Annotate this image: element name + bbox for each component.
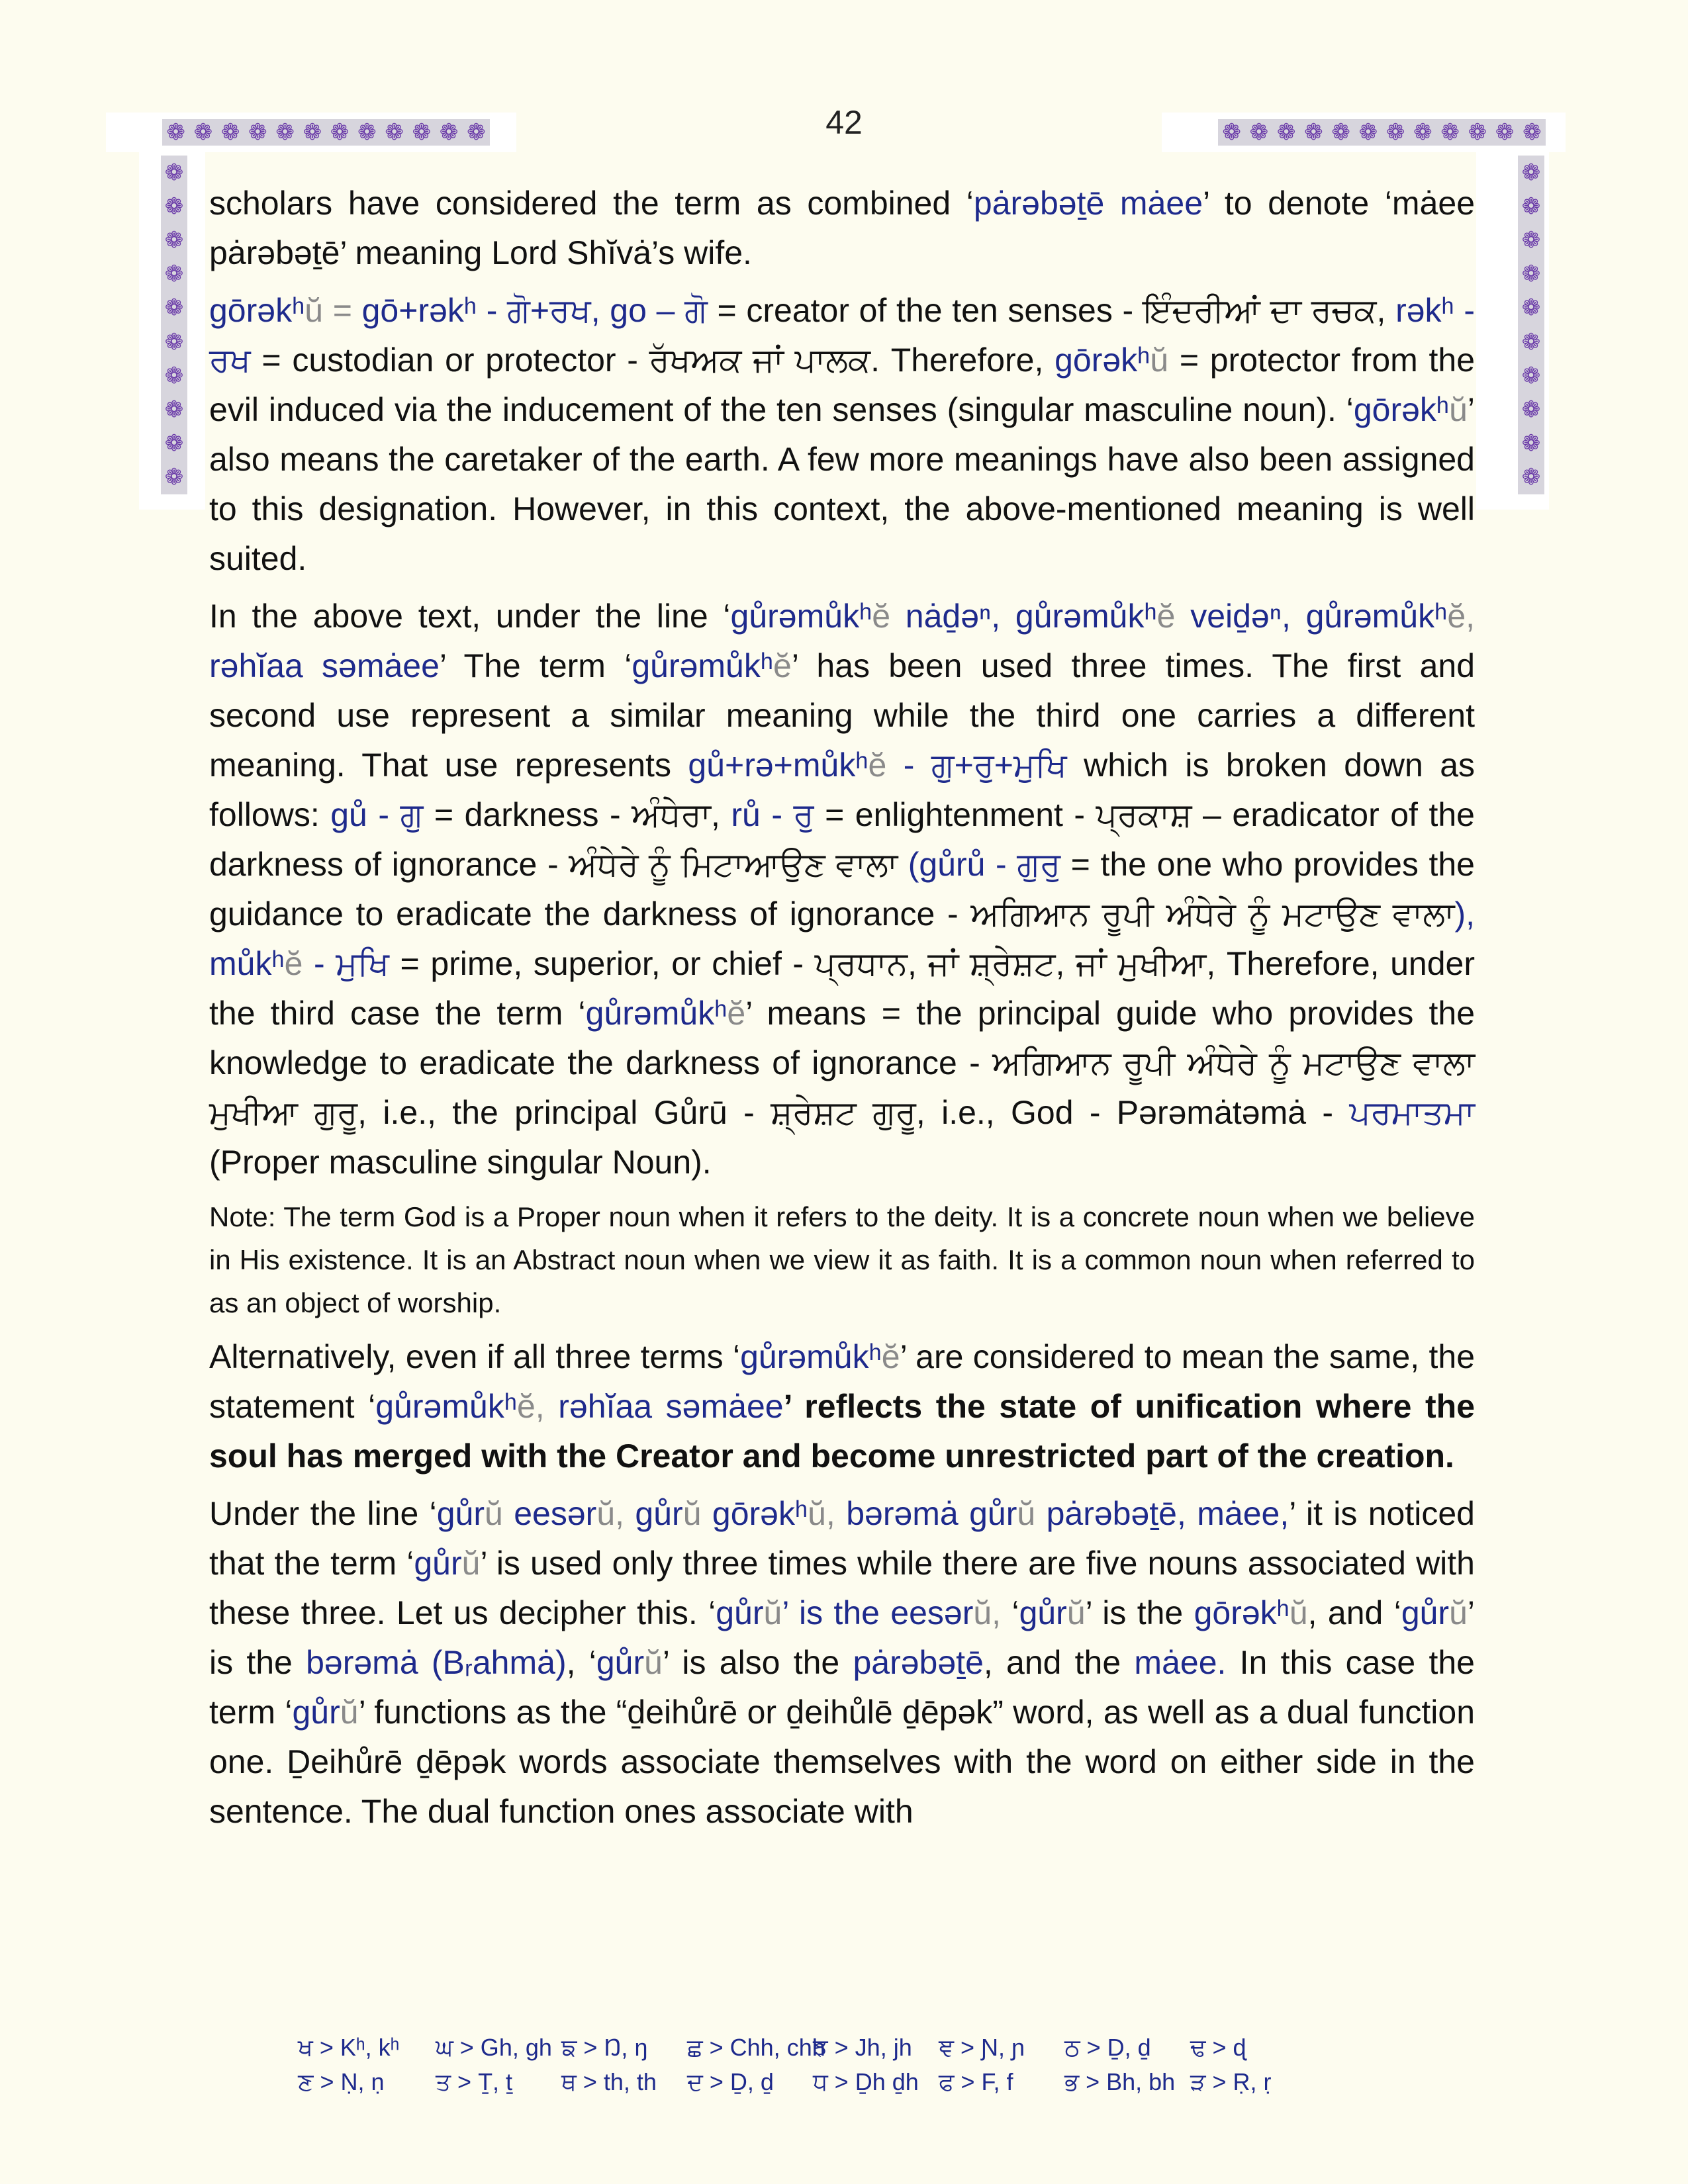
vowel-mark-text: ŭ — [682, 1495, 702, 1532]
flower-ornament-icon: ❁ — [303, 120, 322, 145]
transliteration-text: bərəmȧ (Bᵣahmȧ) — [306, 1644, 567, 1681]
flower-ornament-icon: ❁ — [1358, 120, 1378, 145]
flower-ornament-icon: ❁ — [1521, 396, 1541, 422]
page-number: 42 — [825, 104, 863, 141]
flower-ornament-icon: ❁ — [439, 120, 459, 145]
transliteration-text: rəhĭaa səmȧee — [544, 1388, 784, 1425]
body-text-run: , and the — [983, 1644, 1135, 1681]
paragraph — [209, 1489, 1475, 1837]
transliteration-text: gůr — [624, 1495, 683, 1532]
vowel-mark-text: ŭ — [644, 1644, 663, 1681]
legend-entry: ਝ > Jh, jh — [813, 2034, 912, 2061]
transliteration-text: rů - ਰੁ — [731, 796, 814, 833]
transliteration-text: pȧrəbəṯē — [853, 1644, 984, 1681]
body-text-run: Alternatively, even if all three terms ‘ — [209, 1338, 741, 1375]
ornament-column-left — [161, 156, 187, 494]
legend-entry: ਞ > Ɲ, ɲ — [939, 2034, 1025, 2061]
body-text-run: ’ is also the — [662, 1644, 853, 1681]
transliteration-text: gōrəkʰ — [1055, 341, 1150, 379]
transliteration-text: (gůrů - ਗੁਰੁ — [908, 846, 1061, 883]
body-text-run: = creator of the ten senses - ਇੰਦਰੀਆਂ ਦਾ ਰਚਕ, — [707, 292, 1396, 329]
body-text-run: , and ‘ — [1307, 1594, 1401, 1631]
flower-ornament-icon: ❁ — [164, 431, 184, 457]
paragraphs-before-note — [209, 179, 1475, 1187]
transliteration-text: gůr — [716, 1594, 764, 1631]
flower-ornament-icon: ❁ — [1521, 329, 1541, 355]
transliteration-text: gůrəmůkʰ — [632, 647, 774, 684]
flower-ornament-icon: ❁ — [164, 227, 184, 253]
body-text-run: (Proper masculine singular Noun). — [209, 1144, 712, 1181]
transliteration-text: mȧee. — [1134, 1644, 1227, 1681]
vowel-mark-text: ĕ — [872, 598, 891, 635]
vowel-mark-text: ĕ — [727, 995, 746, 1032]
transliteration-text: gůr — [436, 1495, 485, 1532]
legend-entry: ਭ > Bh, bh — [1064, 2068, 1176, 2095]
transliteration-text: gůrəmůkʰ — [730, 598, 872, 635]
flower-ornament-icon: ❁ — [193, 120, 213, 145]
vowel-mark-text: ĕ, — [516, 1388, 545, 1425]
transliteration-text: bərəmȧ gůr — [835, 1495, 1017, 1532]
legend-entry: ਤ > Ṯ, ṯ — [436, 2068, 513, 2095]
body-text-run: , ‘ — [566, 1644, 596, 1681]
flower-ornament-icon: ❁ — [1523, 120, 1542, 145]
vowel-mark-text: ĕ — [284, 945, 303, 982]
transliteration-text: gůr — [596, 1644, 645, 1681]
flower-ornament-icon: ❁ — [1468, 120, 1487, 145]
vowel-mark-text: ŭ — [1449, 391, 1468, 428]
body-text-run: ’ it is noticed that the term ‘ — [209, 1495, 1475, 1582]
transliteration-text: gů - ਗੁ — [330, 796, 424, 833]
flower-ornament-icon: ❁ — [164, 159, 184, 185]
transliteration-text: gůr — [414, 1545, 462, 1582]
vowel-mark-text: ŭ, — [808, 1495, 835, 1532]
vowel-mark-text: ŭ — [340, 1694, 359, 1731]
flower-ornament-icon: ❁ — [357, 120, 377, 145]
flower-ornament-icon: ❁ — [1521, 193, 1541, 219]
vowel-mark-text: = — [323, 292, 362, 329]
transliteration-text: veiḏəⁿ, gůrəmůkʰ — [1175, 598, 1448, 635]
body-text-run: = custodian or protector - ਰੱਖਅਕ ਜਾਂ ਪਾਲਕ. Therefore, — [250, 341, 1055, 379]
flower-ornament-icon: ❁ — [248, 120, 267, 145]
vowel-mark-text: ŭ — [1017, 1495, 1036, 1532]
flower-ornament-icon: ❁ — [164, 295, 184, 321]
transliteration-text: gůrəmůkʰ — [585, 995, 727, 1032]
body-text-run: ’ has been used three times. The first and second use represent a similar meaning while the third one carries a different meaning. That use represents — [209, 647, 1475, 784]
paragraphs-after-note — [209, 1332, 1475, 1837]
paragraph — [209, 592, 1475, 1187]
vowel-mark-text: ĕ — [773, 647, 792, 684]
legend-entry: ਥ > th, th — [561, 2068, 657, 2095]
body-text-run: = darkness - ਅੰਧੇਰਾ, — [423, 796, 731, 833]
transliteration-text: gōrəkʰ — [1194, 1594, 1289, 1631]
flower-ornament-icon: ❁ — [1222, 120, 1241, 145]
flower-ornament-icon: ❁ — [330, 120, 350, 145]
legend-entry: ਣ > Ṇ, ṇ — [298, 2068, 385, 2095]
legend-entry: ਢ > ɖ — [1190, 2034, 1246, 2061]
vowel-mark-text: ĕ — [868, 747, 887, 784]
flower-ornament-icon: ❁ — [1249, 120, 1269, 145]
transliteration-text: gůrəmůkʰ — [375, 1388, 517, 1425]
transliteration-text: gōrəkʰ — [1353, 391, 1450, 428]
flower-ornament-icon: ❁ — [467, 120, 486, 145]
vowel-mark-text: ŭ — [485, 1495, 503, 1532]
flower-ornament-icon: ❁ — [385, 120, 404, 145]
body-text-run: In the above text, under the line ‘ — [209, 598, 731, 635]
flower-ornament-icon: ❁ — [164, 193, 184, 219]
flower-ornament-icon: ❁ — [164, 396, 184, 422]
flower-ornament-icon: ❁ — [164, 261, 184, 287]
flower-ornament-icon: ❁ — [1521, 363, 1541, 388]
vowel-mark-text: ŭ — [1289, 1594, 1308, 1631]
legend-entry: ਘ > Gh, gh — [436, 2034, 552, 2061]
flower-ornament-icon: ❁ — [1276, 120, 1296, 145]
transliteration-text: ’ is the eesər — [782, 1594, 974, 1631]
vowel-mark-text: ŭ — [1150, 341, 1169, 379]
legend-entry: ਠ > Ḏ, ḏ — [1064, 2034, 1151, 2061]
body-text-run: Under the line ‘ — [209, 1495, 437, 1532]
body-text-run: scholars have considered the term as combined ‘ — [209, 185, 974, 222]
body-text-run: ’ is the — [209, 1594, 1475, 1681]
body-text-run: ’ also means the caretaker of the earth. A few more meanings have also been assigned to this designation. However, in this context, the above-mentioned meaning is well suited. — [209, 391, 1475, 577]
body-text-run: = enlightenment - ਪ੍ਰਕਾਸ਼ – eradicator of the darkness of ignorance - ਅੰਧੇਰੇ ਨੂੰ ਮਿਟਾਆਉਣ ਵਾਲਾ — [209, 796, 1475, 883]
flower-ornament-icon: ❁ — [1385, 120, 1405, 145]
body-text-run: ’ is the — [1085, 1594, 1194, 1631]
legend-entry: ਫ > F, f — [939, 2068, 1013, 2095]
paragraph — [209, 286, 1475, 584]
vowel-mark-text: ŭ, — [596, 1495, 625, 1532]
flower-ornament-icon: ❁ — [164, 363, 184, 388]
flower-ornament-icon: ❁ — [1521, 159, 1541, 185]
flower-ornament-icon: ❁ — [275, 120, 295, 145]
body-text-run: ’ are considered to mean the same, the statement ‘ — [209, 1338, 1475, 1425]
flower-ornament-icon: ❁ — [412, 120, 432, 145]
vowel-mark-text: ŭ — [763, 1594, 782, 1631]
flower-ornament-icon: ❁ — [164, 465, 184, 490]
body-text-run: which is broken down as follows: — [209, 747, 1476, 833]
body-text-run: In this case the term ‘ — [209, 1644, 1475, 1731]
flower-ornament-icon: ❁ — [1331, 120, 1350, 145]
flower-ornament-icon: ❁ — [1521, 465, 1541, 490]
transliteration-text: - ਗੁ+ਰੁ+ਮੁਖਿ — [886, 747, 1067, 784]
transliteration-text: ), můkʰ — [209, 895, 1475, 982]
vowel-mark-text: ŭ — [1066, 1594, 1086, 1631]
vowel-mark-text: ŭ — [461, 1545, 481, 1582]
legend-row-2 — [298, 2065, 1423, 2099]
body-text-run: ’ to denote ‘mȧee pȧrəbəṯē’ meaning Lord Shĭvȧ’s wife. — [209, 185, 1475, 271]
flower-ornament-icon: ❁ — [1521, 295, 1541, 321]
flower-ornament-icon: ❁ — [1521, 261, 1541, 287]
vowel-mark-text: ŭ — [305, 292, 324, 329]
flower-ornament-icon: ❁ — [1304, 120, 1323, 145]
vowel-mark-text: ĕ — [1156, 598, 1176, 635]
transliteration-text: gōrəkʰ — [701, 1495, 808, 1532]
body-text-run: ’ is used only three times while there are five nouns associated with these three. Let us decipher this. ‘ — [209, 1545, 1475, 1631]
transliteration-text: gůr — [1019, 1594, 1067, 1631]
transliteration-text: pȧrəbəṯē mȧee — [973, 185, 1203, 222]
ornament-column-right — [1518, 156, 1544, 494]
flower-ornament-icon: ❁ — [1413, 120, 1432, 145]
flower-ornament-icon: ❁ — [166, 120, 185, 145]
paragraph — [209, 1332, 1475, 1481]
vowel-mark-text: ĕ — [881, 1338, 900, 1375]
transliteration-text: pȧrəbəṯē, mȧee, — [1035, 1495, 1289, 1532]
legend-entry: ਧ > Ḏh ḏh — [813, 2068, 919, 2095]
body-text-run: = protector from the evil induced via the inducement of the ten senses (singular masculine noun). ‘ — [209, 341, 1475, 428]
body-text-run: = prime, superior, or chief - ਪ੍ਰਧਾਨ, ਜਾਂ ਸ਼੍ਰੇਸ਼ਟ, ਜਾਂ ਮੁਖੀਆ, Therefore, under the third case the term ‘ — [209, 945, 1475, 1032]
note-paragraph: Note: The term God is a Proper noun when it refers to the deity. It is a concrete noun when we believe in His existence. It is an Abstract noun when we view it as faith. It is a common noun when referred to as an object of worship. — [209, 1201, 1475, 1318]
legend-entry: ਖ > Kʰ, kʰ — [298, 2034, 400, 2061]
legend-entry: ੜ > Ṛ, ṛ — [1190, 2068, 1272, 2095]
transliteration-text: gůrəmůkʰ — [740, 1338, 882, 1375]
flower-ornament-icon: ❁ — [1440, 120, 1460, 145]
transliteration-text: gůr — [1401, 1594, 1450, 1631]
transliteration-text: - ਮੁਖਿ — [303, 945, 389, 982]
legend-entry: ਙ > Ŋ, ŋ — [561, 2034, 648, 2061]
vowel-mark-text: ĕ, — [1447, 598, 1476, 635]
flower-ornament-icon: ❁ — [164, 329, 184, 355]
legend-entry: ਛ > Chh, chh — [687, 2034, 825, 2061]
body-text-run: ’ reflects the state of unification where the soul has merged with the Creator and become unrestricted part of the creation. — [209, 1388, 1476, 1475]
transliteration-text: gō+rəkʰ - ਗੋ+ਰਖ, go – ਗੋ — [361, 292, 708, 329]
flower-ornament-icon: ❁ — [1521, 227, 1541, 253]
flower-ornament-icon: ❁ — [1521, 431, 1541, 457]
transliteration-text: rəhĭaa səmȧee — [209, 647, 440, 684]
transliteration-text: gů+rə+můkʰ — [688, 747, 868, 784]
transliteration-text: gōrəkʰ — [209, 292, 305, 329]
transliteration-text: nȧḏəⁿ, gůrəmůkʰ — [890, 598, 1157, 635]
transliteration-text: ਪਰਮਾਤਮਾ — [1349, 1094, 1475, 1131]
body-text-run: ‘ — [1001, 1594, 1019, 1631]
body-text-run: ’ The term ‘ — [439, 647, 632, 684]
transliteration-text: eesər — [502, 1495, 597, 1532]
flower-ornament-icon: ❁ — [1495, 120, 1515, 145]
transliteration-legend — [298, 2030, 1423, 2099]
body-text — [209, 179, 1475, 1844]
body-text-run: = the one who provides the guidance to eradicate the darkness of ignorance - ਅਗਿਆਨ ਰੂਪੀ ਅੰਧੇਰੇ ਨੂੰ ਮਟਾਉਣ ਵਾਲਾ — [209, 846, 1475, 933]
transliteration-text: rəkʰ - ਰਖ — [209, 292, 1476, 379]
transliteration-text: gůr — [292, 1694, 340, 1731]
flower-ornament-icon: ❁ — [220, 120, 240, 145]
vowel-mark-text: ŭ, — [973, 1594, 1002, 1631]
paragraph — [209, 179, 1475, 278]
legend-entry: ਦ > Ḏ, ḏ — [687, 2068, 774, 2095]
body-text-run: ’ means = the principal guide who provides the knowledge to eradicate the darkness of ignorance - ਅਗਿਆਨ ਰੂਪੀ ਅੰਧੇਰੇ ਨੂੰ ਮਟਾਉਣ ਵਾਲਾ ਮੁਖੀਆ ਗੁਰੂ, i.e., the principal Gůrū - ਸ਼੍ਰੇਸ਼ਟ ਗੁਰੂ, i.e., God - Pərəmȧtəmȧ - — [209, 995, 1475, 1131]
legend-row-1 — [298, 2030, 1423, 2065]
body-text-run: ’ functions as the “ḏeihůrē or ḏeihůlē ḏēpək” word, as well as a dual function one. Ḏeihůrē ḏēpək words associate themselves with the word on either side in the sentence. The dual function ones associate with — [209, 1694, 1476, 1830]
vowel-mark-text: ŭ — [1449, 1594, 1468, 1631]
